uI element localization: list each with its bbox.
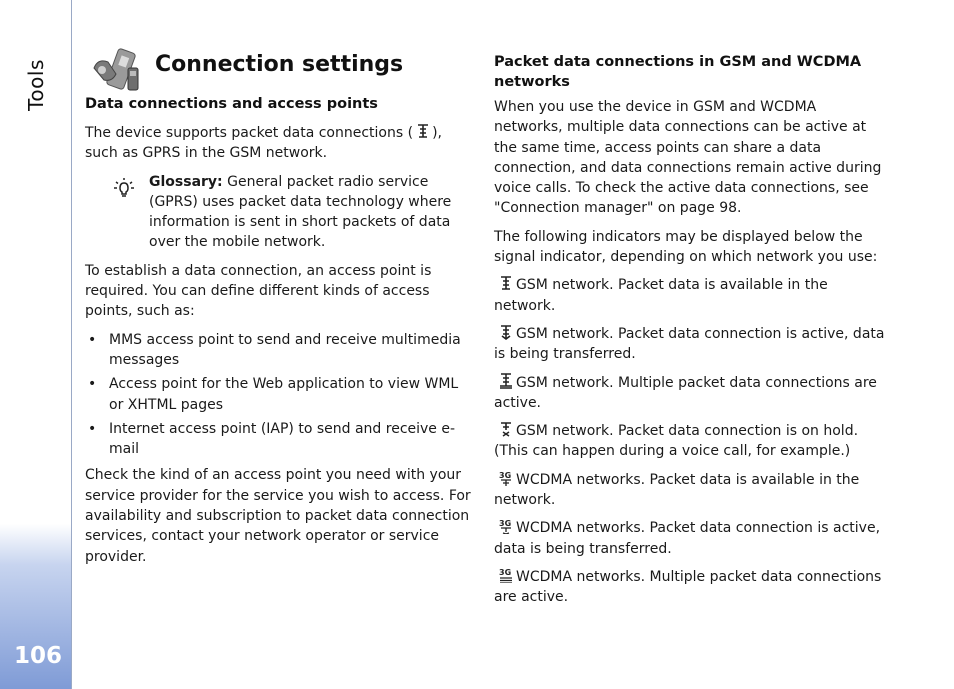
indicator-item (494, 470, 886, 511)
left-column (85, 48, 471, 567)
indicator-item (494, 275, 886, 316)
indicator-item (494, 373, 886, 414)
intro-text-end: ), such as GPRS in the GSM network. (85, 125, 442, 162)
wcdma-multiple-icon (498, 567, 514, 583)
right-heading: Packet data connections in GSM and WCDMA networks (494, 54, 862, 90)
intro-paragraph (85, 123, 471, 164)
glossary-body: General packet radio service (GPRS) uses packet data technology where information is sent in short packets of data over the mobile network. (149, 173, 452, 251)
gprs-hold-icon (498, 421, 514, 437)
gprs-icon (415, 123, 431, 139)
check-paragraph: Check the kind of an access point you need with your service provider for the service you wish to access. For availability and subscription to packet data connection services, contact your network operator or service provider. (85, 467, 471, 565)
tools-settings-icon (90, 48, 146, 94)
establish-paragraph: To establish a data connection, an access point is required. You can define different kinds of access points, such as: (85, 262, 432, 320)
glossary-note (85, 172, 471, 253)
glossary-label: Glossary: (149, 173, 223, 190)
right-paragraph-2: The following indicators may be displayed below the signal indicator, depending on which network you use: (494, 228, 878, 266)
indicator-item (494, 518, 886, 559)
gprs-active-icon (498, 324, 514, 340)
glossary-text (149, 172, 471, 253)
right-paragraph-1: When you use the device in GSM and WCDMA networks, multiple data connections can be active at the same time, access points can share a data connection, and data connections remain active during voice calls. To check the active data connections, see "Connection manager" on page 98. (494, 99, 882, 217)
list-item: • MMS access point to send and receive multimedia messages (85, 330, 471, 371)
indicator-text: WCDMA networks. Packet data connection is active, data is being transferred. (494, 520, 881, 557)
indicator-text: GSM network. Packet data connection is on hold. (This can happen during a voice call, for example.) (494, 423, 859, 460)
title-row (85, 48, 471, 94)
indicator-item (494, 567, 886, 608)
gprs-available-icon (498, 275, 514, 291)
section-tab-label: Tools (24, 59, 48, 111)
svg-text:3G: 3G (499, 519, 512, 529)
indicator-text: WCDMA networks. Multiple packet data connections are active. (494, 568, 882, 606)
page-number: 106 (14, 643, 63, 669)
indicator-item (494, 324, 886, 365)
indicator-item (494, 421, 886, 462)
subheading: Data connections and access points (85, 96, 378, 112)
intro-text-start: The device supports packet data connections ( (85, 125, 414, 141)
indicator-text: GSM network. Packet data is available in the network. (494, 277, 828, 314)
indicator-text: GSM network. Multiple packet data connections are active. (494, 374, 877, 411)
svg-text:3G: 3G (499, 567, 512, 577)
wcdma-active-icon (498, 518, 514, 534)
indicator-text: GSM network. Packet data connection is active, data is being transferred. (494, 325, 885, 363)
svg-text:3G: 3G (499, 470, 512, 480)
access-point-list (85, 330, 471, 460)
lightbulb-icon (112, 175, 136, 199)
list-item: • Internet access point (IAP) to send and receive e-mail (85, 419, 471, 460)
list-item: • Access point for the Web application to view WML or XHTML pages (85, 374, 471, 415)
wcdma-available-icon (498, 470, 514, 486)
gprs-multiple-icon (498, 373, 514, 389)
section-tab (22, 55, 50, 115)
right-column (494, 52, 886, 608)
indicator-text: WCDMA networks. Packet data is available in the network. (494, 471, 860, 509)
sidebar (0, 0, 72, 689)
page-title: Connection settings (155, 52, 404, 77)
